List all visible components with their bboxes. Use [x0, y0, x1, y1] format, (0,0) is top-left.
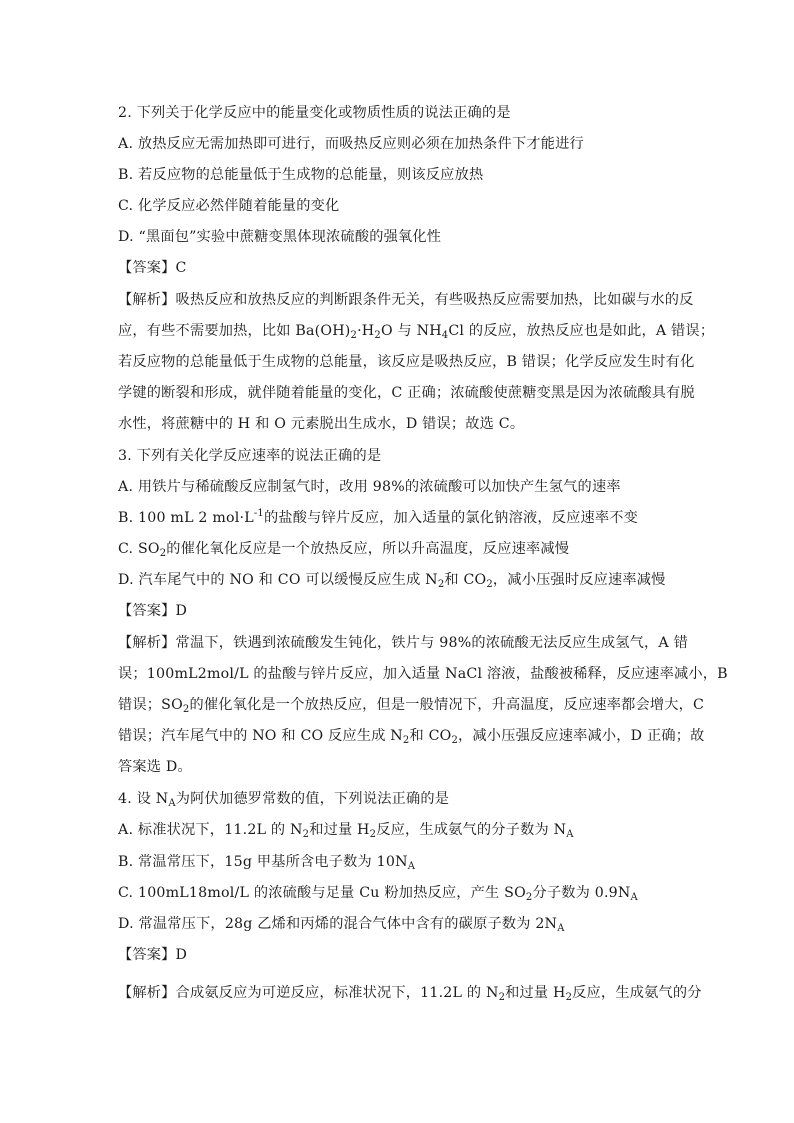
q2-explanation-line: 【解析】吸热反应和放热反应的判断跟条件无关，有些吸热反应需要加热，比如碳与水的反 [118, 292, 694, 308]
q3-explanation-line: 答案选 D。 [118, 759, 192, 775]
q3-explanation-line: 错误；$SO_2$的催化氧化是一个放热反应，但是一般情况下，升高温度，反应速率都会增大，C [118, 697, 705, 715]
q4-explanation-line: 【解析】合成氨反应为可逆反应，标准状况下，11.2L 的 $N_2$和过量 $H_2$反应，生成氨气的分 [118, 985, 702, 1003]
q3-explanation-line: 错误；汽车尾气中的 NO 和 CO 反应生成 $N_2$和 $CO_2$，减小压强反应速率减小，D 正确；故 [118, 728, 705, 746]
q4-stem: 4. 设 $N_A$为阿伏加德罗常数的值，下列说法正确的是 [118, 791, 450, 809]
q2-explanation-line: 学键的断裂和形成，就伴随着能量的变化，C 正确；浓硫酸使蔗糖变黑是因为浓硫酸具有脱 [118, 385, 695, 401]
q3-explanation-line: 【解析】常温下，铁遇到浓硫酸发生钝化，铁片与 98%的浓硫酸无法反应生成氢气，A 错 [118, 635, 688, 651]
q4-answer: 【答案】D [118, 947, 188, 963]
q3-stem: 3. 下列有关化学反应速率的说法正确的是 [118, 448, 382, 464]
q2-option-a: A. 放热反应无需加热即可进行，而吸热反应则必须在加热条件下才能进行 [118, 136, 584, 152]
q3-option-c: C. $SO_2$的催化氧化反应是一个放热反应，所以升高温度，反应速率减慢 [118, 541, 570, 559]
q2-option-b: B. 若反应物的总能量低于生成物的总能量，则该反应放热 [118, 167, 484, 183]
q4-option-d: D. 常温常压下，28g 乙烯和丙烯的混合气体中含有的碳原子数为 $2N_A$ [118, 916, 565, 934]
q3-explanation-line: 误；100mL2mol/L 的盐酸与锌片反应，加入适量 NaCl 溶液，盐酸被稀释，反应速率减小，B [118, 666, 728, 682]
q3-option-b: B. 100 mL 2 $mol\cdot L^{-1}$的盐酸与锌片反应，加入适量的氯化钠溶液，反应速率不变 [118, 508, 639, 526]
q4-option-a: A. 标准状况下，11.2L 的 $N_2$和过量 $H_2$反应，生成氨气的分子数为 $N_A$ [118, 822, 574, 840]
q3-answer: 【答案】D [118, 603, 188, 619]
q2-option-c: C. 化学反应必然伴随着能量的变化 [118, 198, 340, 214]
q2-explanation-line: 水性，将蔗糖中的 H 和 O 元素脱出生成水，D 错误；故选 C。 [118, 416, 525, 432]
q3-option-d: D. 汽车尾气中的 NO 和 CO 可以缓慢反应生成 $N_2$和 $CO_2$，减小压强时反应速率减慢 [118, 572, 666, 590]
q2-answer: 【答案】C [118, 260, 187, 276]
q3-option-a: A. 用铁片与稀硫酸反应制氢气时，改用 98%的浓硫酸可以加快产生氢气的速率 [118, 479, 621, 495]
q2-stem: 2. 下列关于化学反应中的能量变化或物质性质的说法正确的是 [118, 105, 511, 121]
q4-option-b: B. 常温常压下，15g 甲基所含电子数为 $10N_A$ [118, 854, 416, 872]
q2-option-d: D. “黑面包”实验中蔗糖变黑体现浓硫酸的强氧化性 [118, 229, 442, 245]
q2-explanation-line: 若反应物的总能量低于生成物的总能量，该反应是吸热反应，B 错误；化学反应发生时有化 [118, 354, 695, 370]
q2-explanation-line: 应，有些不需要加热，比如 $Ba(OH)_2\cdot H_2O$ 与 $NH_4Cl$ 的反应，放热反应也是如此，A 错误； [118, 323, 715, 341]
q4-option-c: C. 100mL18mol/L 的浓硫酸与足量 Cu 粉加热反应，产生 $SO_2$分子数为 $0.9N_A$ [118, 885, 638, 903]
